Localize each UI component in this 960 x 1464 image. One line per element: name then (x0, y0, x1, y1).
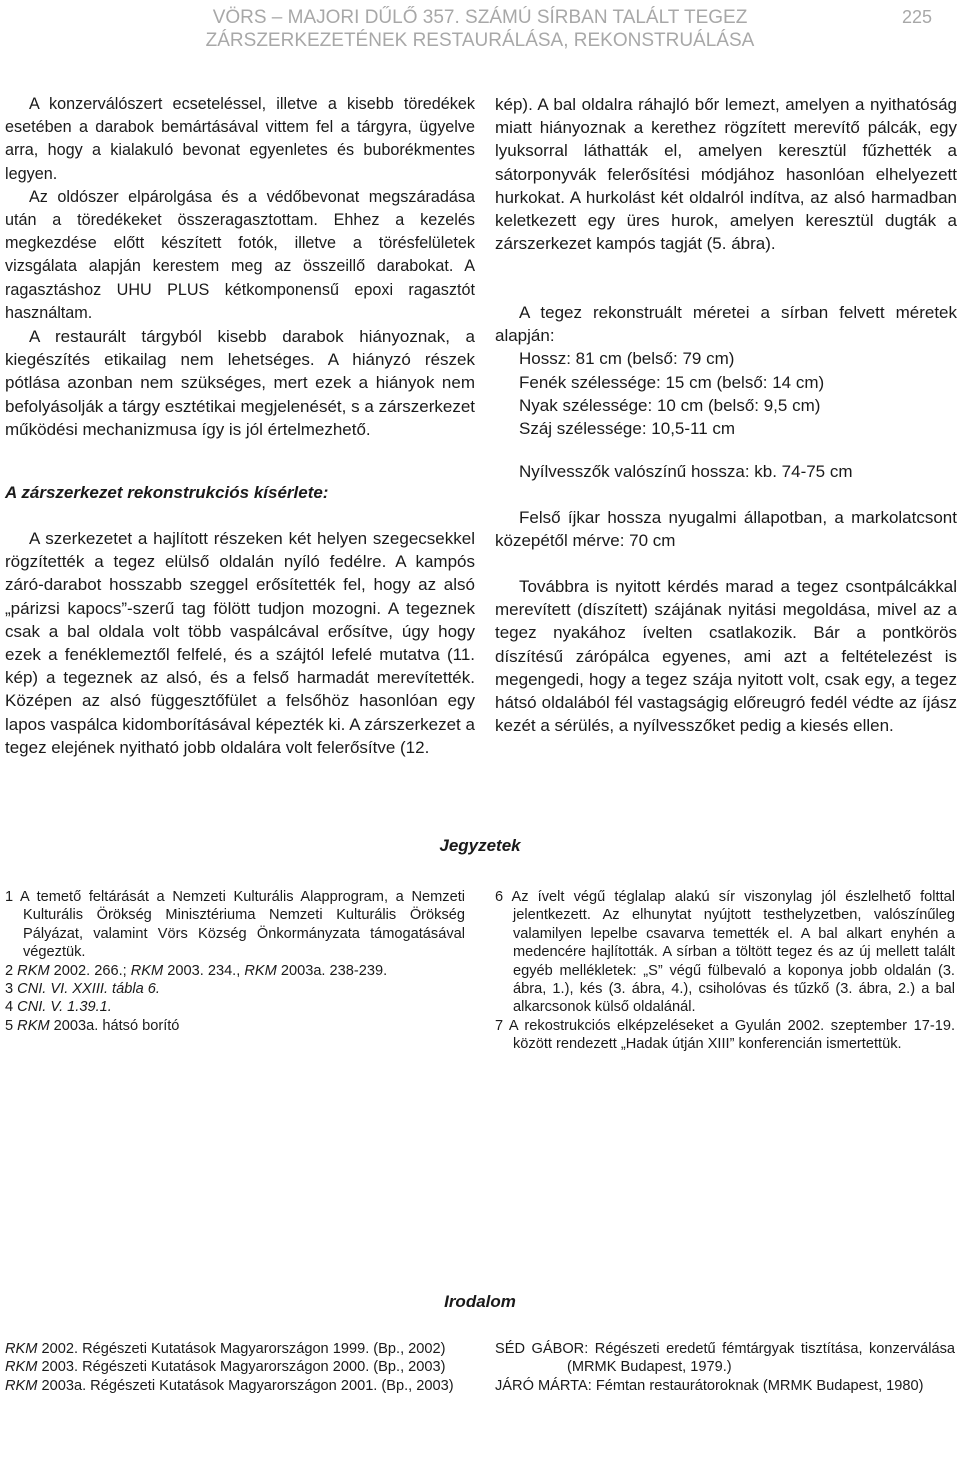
header-title-line1: VÖRS – MAJORI DŰLŐ 357. SZÁMÚ SÍRBAN TALÁLT TEGEZ (212, 7, 748, 28)
note-6: 6 Az ívelt végű téglalap alakú sír viszonylag jól észlelhető folttal jelentkezett. Az elhunytat nyújtott testhelyzetben, valószínűleg valamilyen lepelbe csavarva temették el. A bal alkart enyhén a medencére hajlították. A sírban a töltött tegez és az új mellett talált egyéb mellékletek: „S” végű fülbevaló a koponya jobb oldalán (3. ábra, 1.), kés (3. ábra, 4.), csiholóvas és tűzkő (3. ábra, 2.) a bal alkarcsonok külső oldalánál. (495, 889, 955, 1016)
note-3: 3 CNI. VI. XXIII. tábla 6. (5, 981, 160, 998)
note-7: 7 A rekostrukciós elképzeléseket a Gyulán 2002. szeptember 17-19. között rendezett „Hadak útján XIII” konferencián ismertettük. (495, 1017, 955, 1053)
notes-left (5, 888, 465, 1035)
literature-left (5, 1340, 465, 1395)
literature-title: Irodalom (444, 1292, 516, 1311)
right-bow-block (495, 506, 957, 552)
header-title-line2: ZÁRSZERKEZETÉNEK RESTAURÁLÁSA, REKONSTRUÁLÁSA (205, 30, 755, 51)
left-paragraph-4: A szerkezetet a hajlított részeken két helyen szegecsekkel rögzítették a tegez elülső oldalán nyíló fedélre. A kampós záró-darabot hosszabb szeggel erősítették fel, hogy az alsó „párizsi kapocs”-szerű tag fölött tudjon mozogni. A tegeznek csak a bal oldala volt több vaspálcával erősítve, úgy hogy ezek a fenéklemeztől felfelé, és a szájtól lefelé mutatva (11. kép) a tegeznek az alsó, és a felső harmadát merevítették. Középen az alsó függesztőfület a felsőhöz hasonlóan egy lapos vaspálca kidomborításával képezték ki. A zárszerkezet a tegez elejének nyitható jobb oldalára volt felerősítve (12. (5, 529, 475, 757)
note-4: 4 CNI. V. 1.39.1. (5, 999, 112, 1016)
running-header (0, 6, 960, 52)
right-paragraph-4: Felső íjkar hossza nyugalmi állapotban, a markolatcsont közepétől mérve: 70 cm (495, 508, 957, 551)
literature-item-3: RKM 2003a. Régészeti Kutatások Magyarországon 2001. (Bp., 2003) (5, 1377, 454, 1394)
measurement-mouth-width: Száj szélessége: 10,5-11 cm (519, 419, 736, 439)
notes-right (495, 888, 955, 1054)
literature-item-5: JÁRÓ MÁRTA: Fémtan restaurátoroknak (MRMK Budapest, 1980) (495, 1377, 924, 1394)
literature-item-1: RKM 2002. Régészeti Kutatások Magyarországon 1999. (Bp., 2002) (5, 1341, 446, 1357)
note-5: 5 RKM 2003a. hátsó borító (5, 1017, 180, 1034)
literature-item-2: RKM 2003. Régészeti Kutatások Magyarországon 2000. (Bp., 2003) (5, 1359, 446, 1376)
left-column-lower (5, 527, 475, 759)
left-column (5, 93, 475, 441)
measurement-length: Hossz: 81 cm (belső: 79 cm) (519, 349, 735, 369)
right-paragraph-3: Nyílvesszők valószínű hossza: kb. 74-75 cm (519, 462, 853, 481)
measurement-neck-width: Nyak szélessége: 10 cm (belső: 9,5 cm) (519, 395, 821, 415)
literature-item-4: SÉD GÁBOR: Régészeti eredetű fémtárgyak tisztítása, konzerválása (MRMK Budapest, 1979.) (495, 1341, 955, 1376)
right-paragraph-1: kép). A bal oldalra ráhajló bőr lemezt, amelyen a nyithatóság miatt hiányoznak a kerethez rögzített merevítő pálcák, egy lyuksorral láthatták el, amelyen keresztül fűzhették a sátorponyvák felerősítési módjához hasonlóan elhelyezett hurkokat. A hurkolást két oldalról indítva, az alsó harmadban keletkezett egy üres hurok, amelyen keresztül dugták a zárszerkezet kampós tagját (5. ábra). (495, 95, 957, 254)
literature-right (495, 1340, 955, 1395)
left-paragraph-3: A restaurált tárgyból kisebb darabok hiányoznak, a kiegészítés etikailag nem lehetséges. A hiányzó részek pótlása azonban nem szükséges, mert ezek a hiányok nem befolyásolják a tárgy esztétikai megjelenését, s a zárszerkezet működési mechanizmusa így is jól értelmezhető. (5, 327, 475, 439)
page-number: 225 (901, 7, 932, 27)
right-column (495, 93, 957, 255)
left-paragraph-2: Az oldószer elpárolgása és a védőbevonat megszáradása után a töredékeket összeragasztottam. Ehhez a kezelés megkezdése előtt készített fotók, illetve a törésfelületek vizsgálata alapján kerestem meg az összeillő darabokat. A ragasztáshoz UHU PLUS kétkomponensű epoxi ragasztót használtam. (5, 187, 475, 322)
right-arrow-length-block (495, 460, 957, 483)
reconstruction-subheading: A zárszerkezet rekonstrukciós kísérlete: (5, 483, 329, 502)
right-paragraph-5: Továbbra is nyitott kérdés marad a tegez csontpálcákkal merevített (díszített) szájának nyitási megoldása, mivel az a tegez nyakához ívelten csatlakozik. Bár a pontkörös díszítésű zárópálca egyenes, ami azt a feltételezést is megengedi, hogy a tegez szája nyitott volt, csak egy, a tegez hátsó oldalából fél vastagságig előreugró fedél védte az íjász kezét a sérülés, a nyílvesszőket pedig a kiesés ellen. (495, 577, 957, 736)
measurement-bottom-width: Fenék szélessége: 15 cm (belső: 14 cm) (519, 372, 825, 392)
right-measurements-block (495, 301, 957, 440)
note-2: 2 RKM 2002. 266.; RKM 2003. 234., RKM 2003a. 238-239. (5, 962, 388, 979)
note-1: 1 A temető feltárását a Nemzeti Kulturális Alapprogram, a Nemzeti Kulturális Örökség Minisztériuma Nemzeti Kulturális Örökség Pályázat, valamint Vörs Község Önkormányzata támogatásával végeztük. (5, 889, 465, 961)
right-paragraph-2: A tegez rekonstruált méretei a sírban felvett méretek alapján: (495, 303, 957, 346)
right-final-block (495, 575, 957, 737)
notes-title: Jegyzetek (439, 836, 521, 855)
left-paragraph-1: A konzerválószert ecseteléssel, illetve a kisebb töredékek esetében a darabok bemártásával vittem fel a tárgyra, ügyelve arra, hogy a kialakuló bevonat egyenletes és buborékmentes legyen. (5, 95, 475, 183)
